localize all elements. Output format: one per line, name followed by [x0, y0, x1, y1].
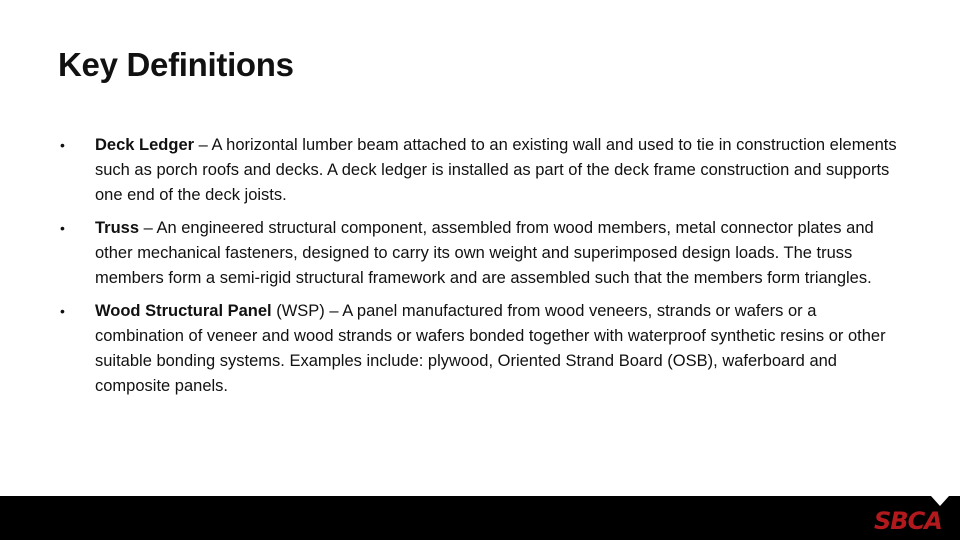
- definition-text: – A panel manufactured from wood veneers, strands or wafers or a combination of veneer and wood strands or wafers bonded together with waterproof synthetic resins or other suitable bonding systems. Examples include: plywood, Oriented Strand Board (OSB), waferboard and composite panels.: [95, 302, 886, 395]
- bullet-icon: •: [60, 303, 65, 319]
- footer-bar: [0, 496, 960, 540]
- slide-title: Key Definitions: [58, 46, 294, 83]
- footer-notch-icon: [931, 496, 949, 506]
- definition-term: Truss: [95, 219, 140, 237]
- definition-item-deck-ledger: [58, 133, 908, 208]
- definition-term: Deck Ledger: [95, 136, 195, 154]
- bullet-icon: •: [60, 220, 65, 236]
- bullet-icon: •: [60, 137, 65, 153]
- definition-term: Wood Structural Panel: [95, 302, 272, 320]
- definition-text: – A horizontal lumber beam attached to an existing wall and used to tie in construction elements such as porch roofs and decks. A deck ledger is installed as part of the deck frame construction and supports one end of the deck joists.: [95, 136, 897, 204]
- definition-text: – An engineered structural component, assembled from wood members, metal connector plates and other mechanical fasteners, designed to carry its own weight and superimposed design loads. The truss members form a semi-rigid structural framework and are assembled such that the members form triangles.: [95, 219, 874, 287]
- definition-item-wood-structural-panel: [58, 299, 908, 399]
- definition-item-truss: [58, 216, 908, 291]
- definition-abbreviation: (WSP): [271, 302, 325, 320]
- definitions-list: [58, 133, 908, 407]
- sbca-logo: SBCA: [874, 507, 942, 535]
